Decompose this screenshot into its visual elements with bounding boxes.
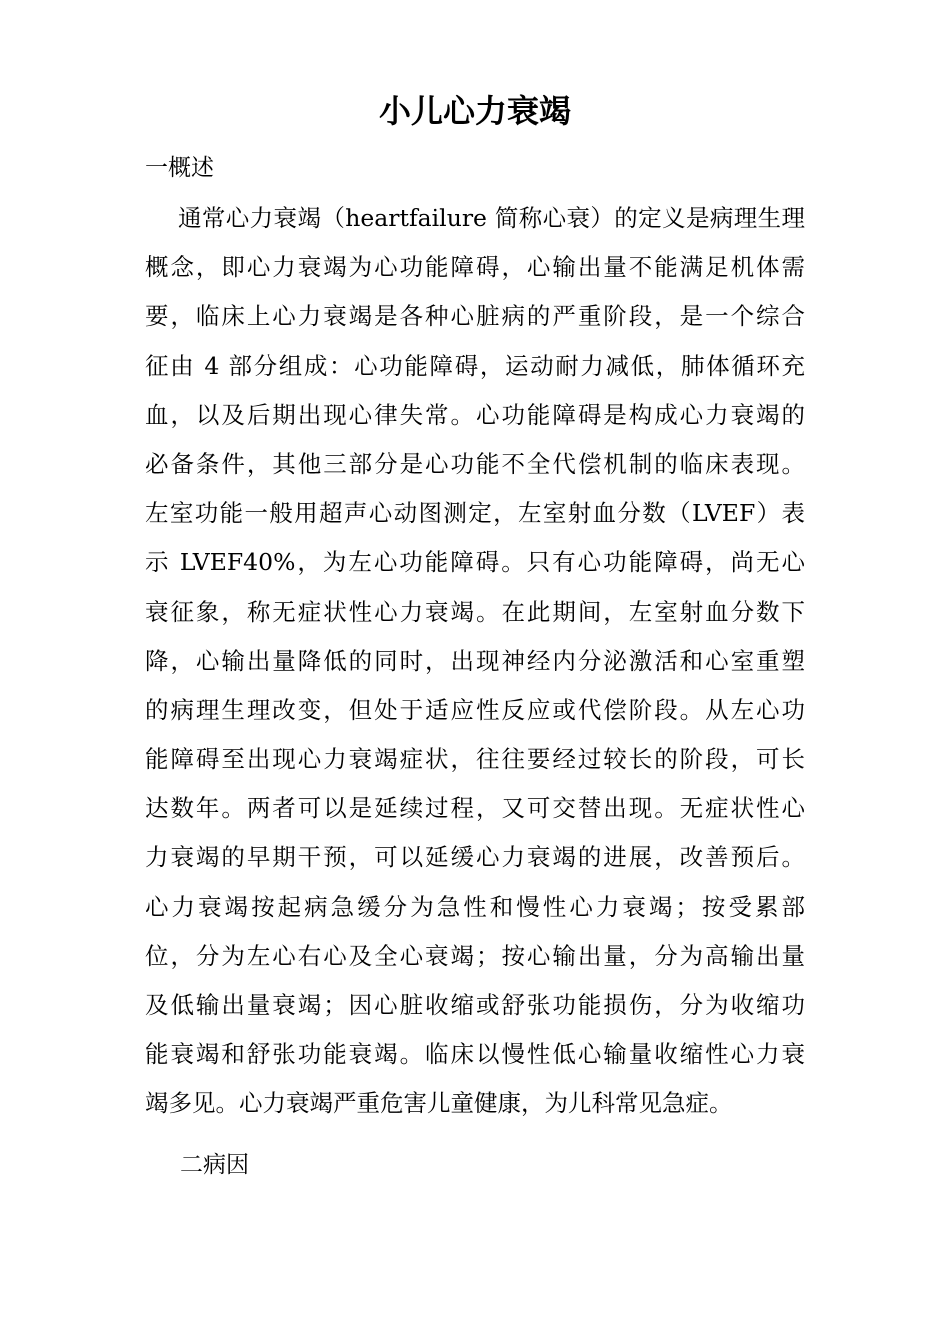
paragraph-line: 达数年。两者可以是延续过程，又可交替出现。无症状性心 [145,794,805,823]
paragraph-line: 力衰竭的早期干预，可以延缓心力衰竭的进展，改善预后。 [145,843,805,872]
document-title: 小儿心力衰竭 [378,92,571,130]
paragraph-line: 必备条件，其他三部分是心功能不全代偿机制的临床表现。 [145,449,805,478]
paragraph-line: 的病理生理改变，但处于适应性反应或代偿阶段。从左心功 [145,695,805,724]
paragraph-line: 示 LVEF40%，为左心功能障碍。只有心功能障碍，尚无心 [145,548,805,577]
paragraph-line: 竭多见。心力衰竭严重危害儿童健康，为儿科常见急症。 [145,1089,733,1118]
paragraph-line: 血，以及后期出现心律失常。心功能障碍是构成心力衰竭的 [145,400,805,429]
paragraph-line: 概念，即心力衰竭为心功能障碍，心输出量不能满足机体需 [145,253,805,282]
paragraph-line: 心力衰竭按起病急缓分为急性和慢性心力衰竭；按受累部 [145,892,805,921]
paragraph-line: 通常心力衰竭（heartfailure 简称心衰）的定义是病理生理 [178,204,805,232]
overview-paragraph [145,194,805,1129]
paragraph-line: 降，心输出量降低的同时，出现神经内分泌激活和心室重塑 [145,646,805,675]
paragraph-line: 征由 4 部分组成：心功能障碍，运动耐力减低，肺体循环充 [145,351,805,380]
section-heading-overview: 一概述 [145,155,214,181]
paragraph-line: 能衰竭和舒张功能衰竭。临床以慢性低心输量收缩性心力衰 [145,1040,805,1069]
paragraph-line: 要，临床上心力衰竭是各种心脏病的严重阶段，是一个综合 [145,302,805,331]
section-heading-etiology: 二病因 [180,1152,249,1178]
paragraph-line: 位，分为左心右心及全心衰竭；按心输出量，分为高输出量 [145,941,805,970]
paragraph-line: 能障碍至出现心力衰竭症状，往往要经过较长的阶段，可长 [145,745,805,774]
paragraph-line: 及低输出量衰竭；因心脏收缩或舒张功能损伤，分为收缩功 [145,991,805,1019]
paragraph-line: 左室功能一般用超声心动图测定，左室射血分数（LVEF）表 [145,499,805,528]
paragraph-line: 衰征象，称无症状性心力衰竭。在此期间，左室射血分数下 [145,597,805,626]
